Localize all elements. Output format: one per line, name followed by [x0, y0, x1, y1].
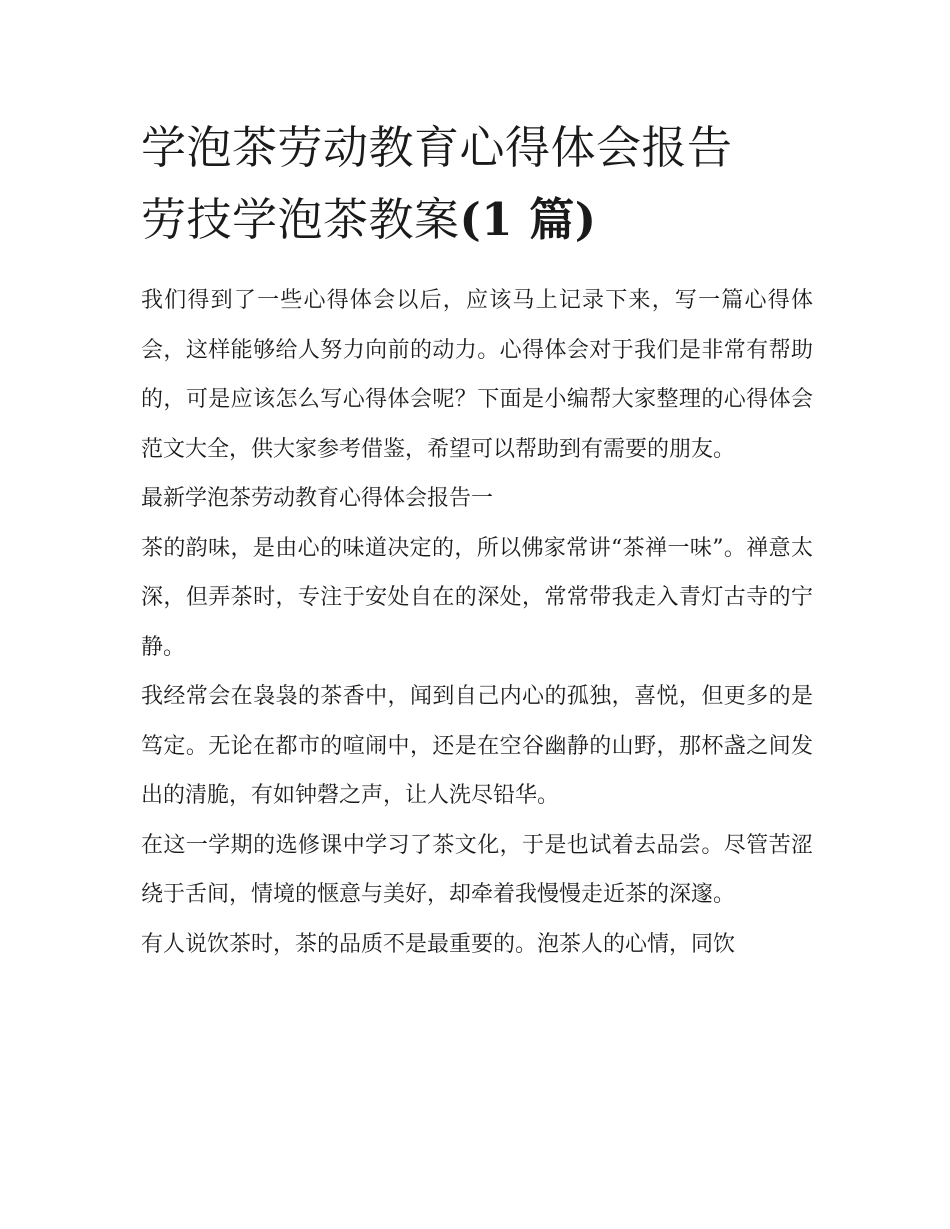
section-heading: 最新学泡茶劳动教育心得体会报告一 [141, 486, 494, 511]
title-count: (1 篇) [459, 193, 597, 246]
document-title [141, 112, 813, 256]
title-line-2: 劳技学泡茶教案 [141, 193, 460, 246]
document-page [141, 112, 813, 969]
document-body [141, 276, 813, 969]
body-paragraph: 有人说饮茶时，茶的品质不是最重要的。泡茶人的心情，同饮 [141, 931, 736, 957]
body-paragraph: 茶的韵味，是由心的味道决定的，所以佛家常讲“茶禅一味”。禅意太深，但弄茶时，专注于安处自在的深处，常常带我走入青灯古寺的宁静。 [141, 535, 813, 660]
intro-paragraph: 我们得到了一些心得体会以后，应该马上记录下来，写一篇心得体会，这样能够给人努力向前的动力。心得体会对于我们是非常有帮助的，可是应该怎么写心得体会呢？下面是小编帮大家整理的心得体会范文大全，供大家参考借鉴，希望可以帮助到有需要的朋友。 [141, 288, 813, 462]
title-line-1: 学泡茶劳动教育心得体会报告 [141, 121, 733, 174]
body-paragraph: 我经常会在袅袅的茶香中，闻到自己内心的孤独，喜悦，但更多的是笃定。无论在都市的喧闹中，还是在空谷幽静的山野，那杯盏之间发出的清脆，有如钟磬之声，让人洗尽铅华。 [141, 684, 813, 808]
body-paragraph: 在这一学期的选修课中学习了茶文化，于是也试着去品尝。尽管苦涩绕于舌间，情境的惬意与美好，却牵着我慢慢走近茶的深邃。 [141, 832, 813, 907]
